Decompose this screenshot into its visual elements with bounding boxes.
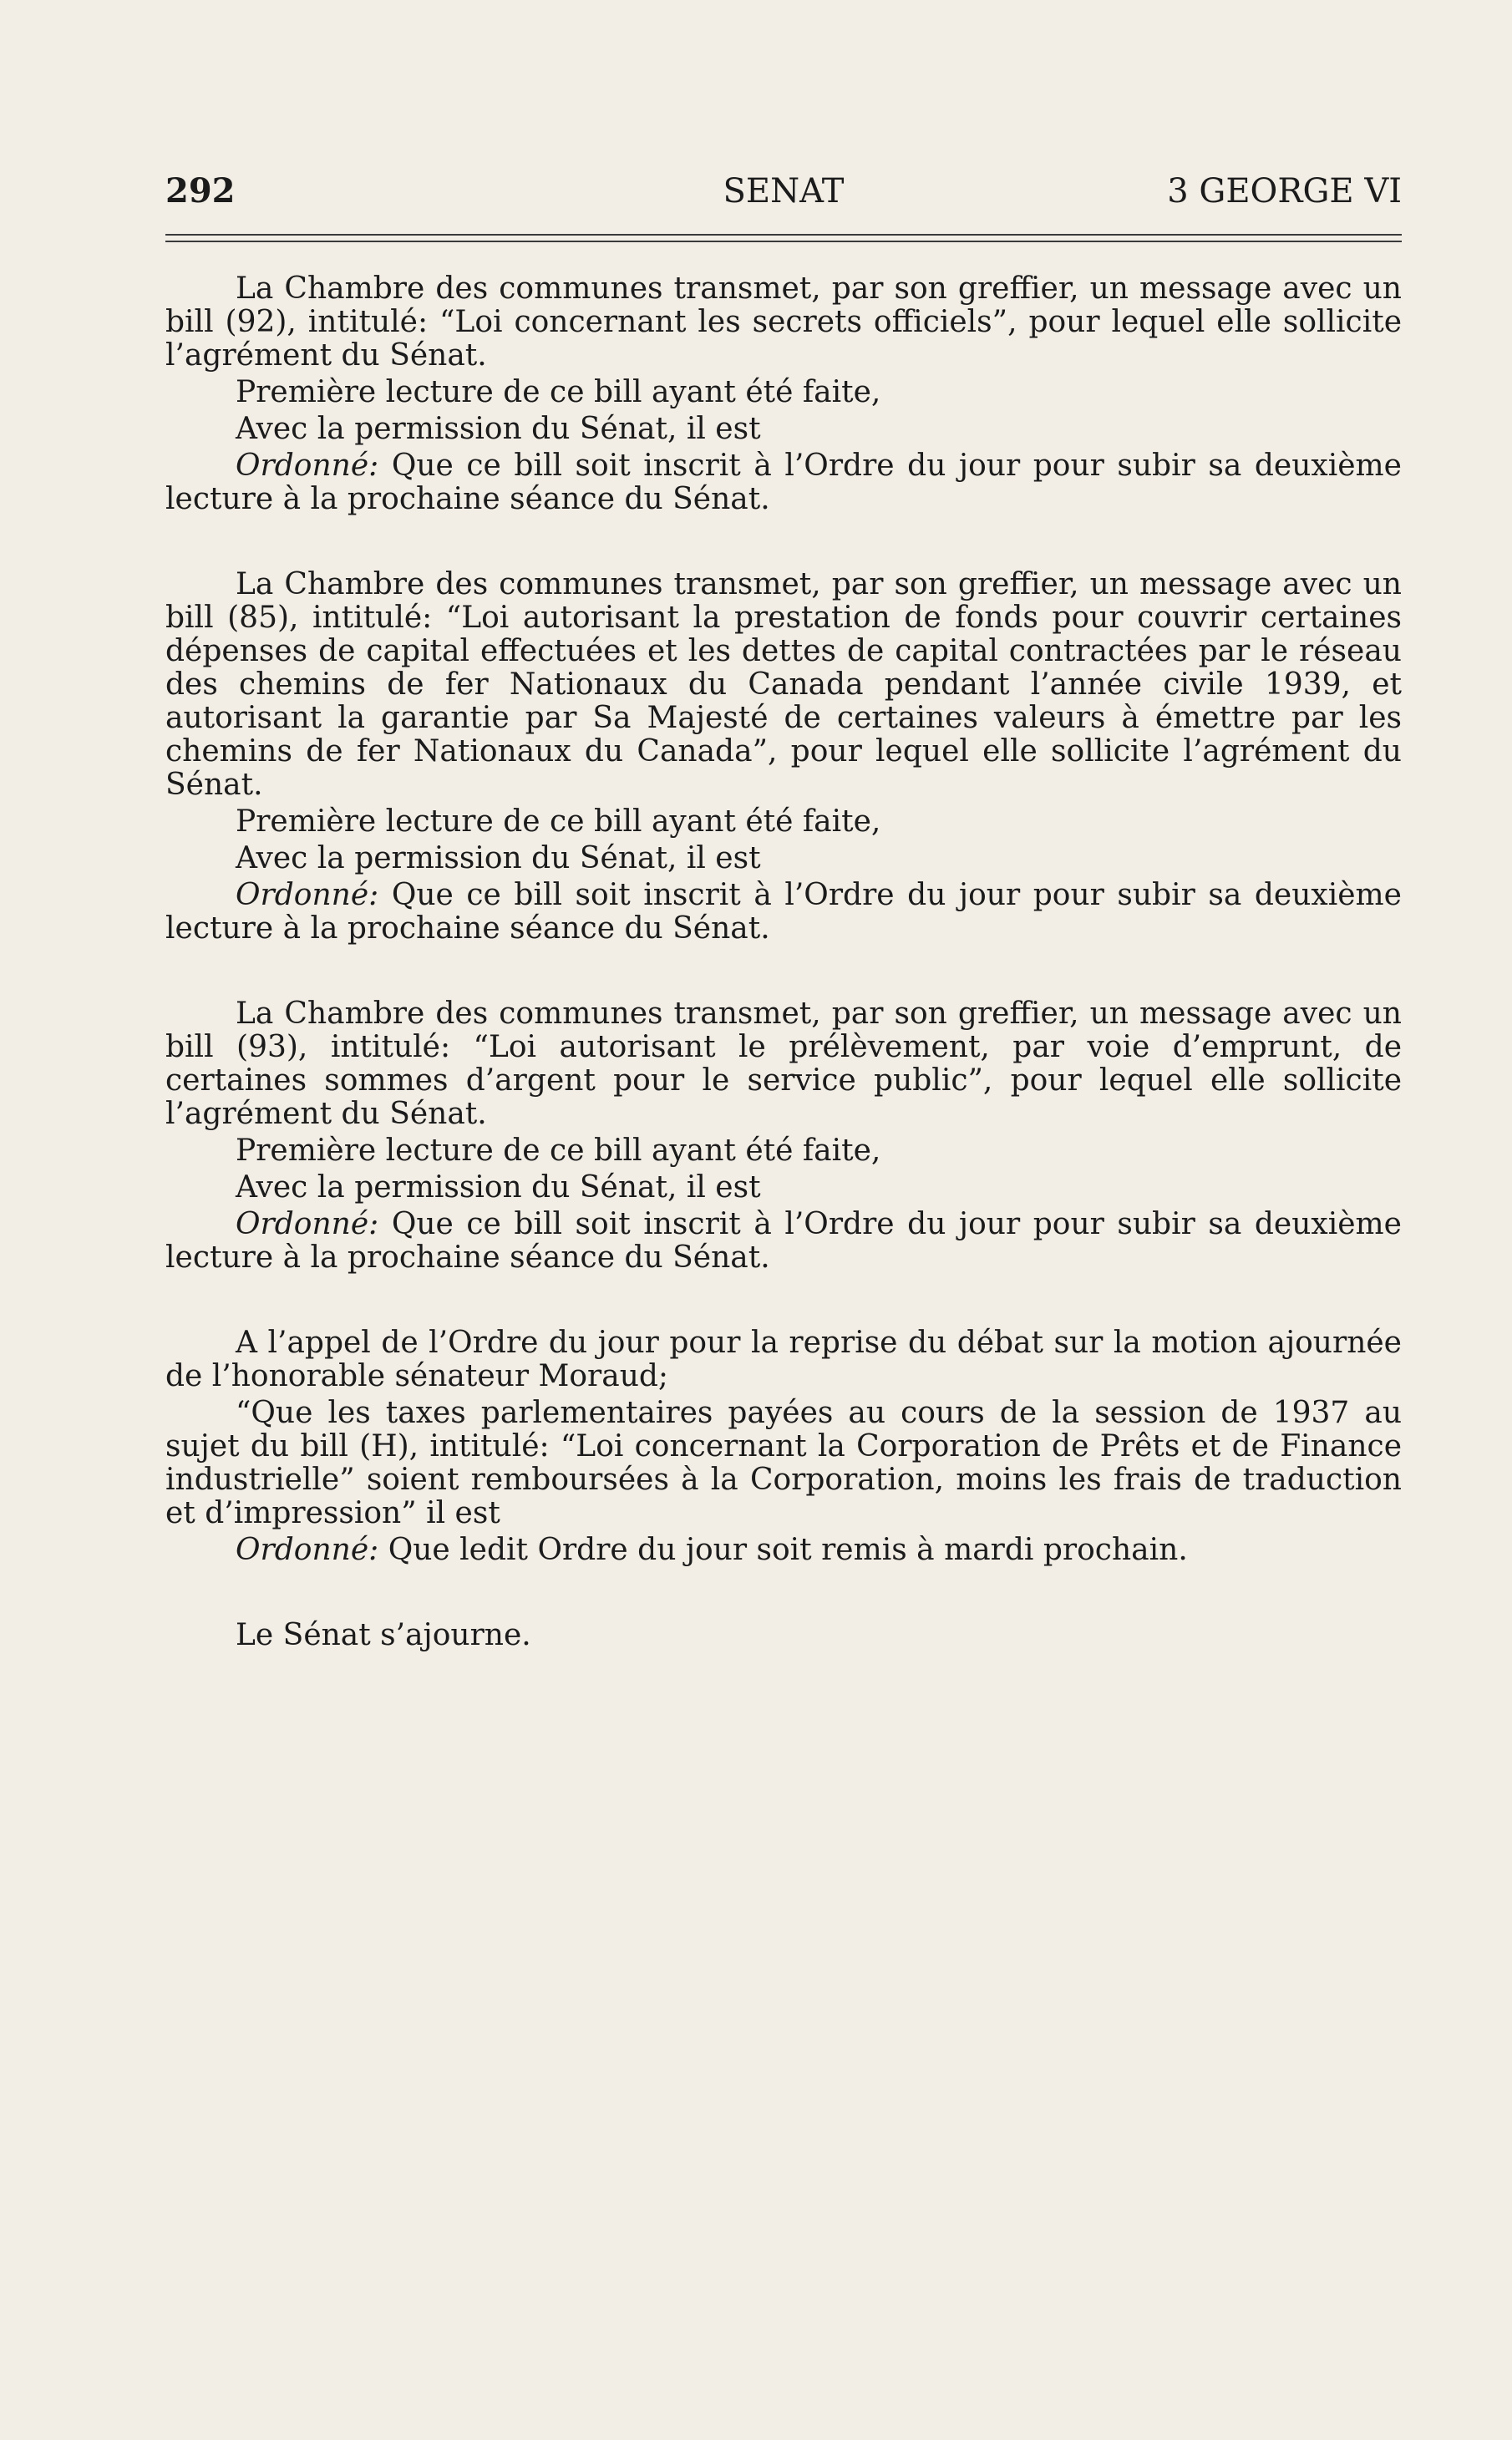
motion-text: “Que les taxes parlementaires payées au cours de la session de 1937 au sujet du bill (H), intitulé: “Loi concernant la Corporation de Prêts et de Finance industrielle” soient remboursées à la Corporation, moins les frais de traduction et d’impression” il est bbox=[165, 1396, 1402, 1530]
order-paragraph bbox=[165, 449, 1402, 516]
page-content bbox=[165, 272, 1402, 1652]
order-label: Ordonné: bbox=[236, 1207, 379, 1241]
regnal-year: 3 GEORGE VI bbox=[1167, 172, 1402, 211]
page-header bbox=[165, 170, 1402, 212]
order-paragraph bbox=[165, 1208, 1402, 1275]
permission-line: Avec la permission du Sénat, il est bbox=[236, 412, 761, 446]
bill-message-85 bbox=[165, 568, 1402, 946]
debate-order-paragraph bbox=[165, 1534, 1402, 1567]
message-paragraph: La Chambre des communes transmet, par son greffier, un message avec un bill (92), intitulé: “Loi concernant les secrets officiels”, pour lequel elle sollicite l’agrément du Sénat. bbox=[165, 271, 1402, 373]
order-text: Que ce bill soit inscrit à l’Ordre du jour pour subir sa deuxième lecture à la prochaine séance du Sénat. bbox=[165, 449, 1402, 516]
order-text: Que ce bill soit inscrit à l’Ordre du jour pour subir sa deuxième lecture à la prochaine séance du Sénat. bbox=[165, 878, 1402, 946]
header-rule-top bbox=[165, 234, 1402, 236]
debate-section bbox=[165, 1327, 1402, 1567]
order-text: Que ce bill soit inscrit à l’Ordre du jour pour subir sa deuxième lecture à la prochaine séance du Sénat. bbox=[165, 1207, 1402, 1275]
adjournment-section bbox=[165, 1619, 1402, 1652]
debate-order-label: Ordonné: bbox=[236, 1533, 379, 1567]
order-label: Ordonné: bbox=[236, 449, 379, 483]
first-reading-line: Première lecture de ce bill ayant été faite, bbox=[236, 375, 881, 409]
permission-line: Avec la permission du Sénat, il est bbox=[236, 841, 761, 875]
debate-order-text: Que ledit Ordre du jour soit remis à mardi prochain. bbox=[388, 1533, 1188, 1567]
first-reading-line: Première lecture de ce bill ayant été faite, bbox=[236, 804, 881, 839]
permission-line: Avec la permission du Sénat, il est bbox=[236, 1170, 761, 1205]
first-reading-line: Première lecture de ce bill ayant été faite, bbox=[236, 1134, 881, 1168]
bill-message-92 bbox=[165, 272, 1402, 516]
order-paragraph bbox=[165, 879, 1402, 946]
debate-intro: A l’appel de l’Ordre du jour pour la reprise du débat sur la motion ajournée de l’honorable sénateur Moraud; bbox=[165, 1326, 1402, 1393]
message-paragraph: La Chambre des communes transmet, par son greffier, un message avec un bill (93), intitulé: “Loi autorisant le prélèvement, par voie d’emprunt, de certaines sommes d’argent pour le service public”, pour lequel elle sollicite l’agrément du Sénat. bbox=[165, 997, 1402, 1131]
adjournment-line: Le Sénat s’ajourne. bbox=[236, 1618, 531, 1652]
message-paragraph: La Chambre des communes transmet, par son greffier, un message avec un bill (85), intitulé: “Loi autorisant la prestation de fonds pour couvrir certaines dépenses de capital effectuées et les dettes de capital contractées par le réseau des chemins de fer Nationaux du Canada pendant l’année civile 1939, et autorisant la garantie par Sa Majesté de certaines valeurs à émettre par les chemins de fer Nationaux du Canada”, pour lequel elle sollicite l’agrément du Sénat. bbox=[165, 567, 1402, 802]
order-label: Ordonné: bbox=[236, 878, 379, 912]
header-rule-bottom bbox=[165, 241, 1402, 242]
bill-message-93 bbox=[165, 997, 1402, 1275]
page-number: 292 bbox=[165, 171, 236, 211]
running-title: SENAT bbox=[723, 172, 845, 211]
